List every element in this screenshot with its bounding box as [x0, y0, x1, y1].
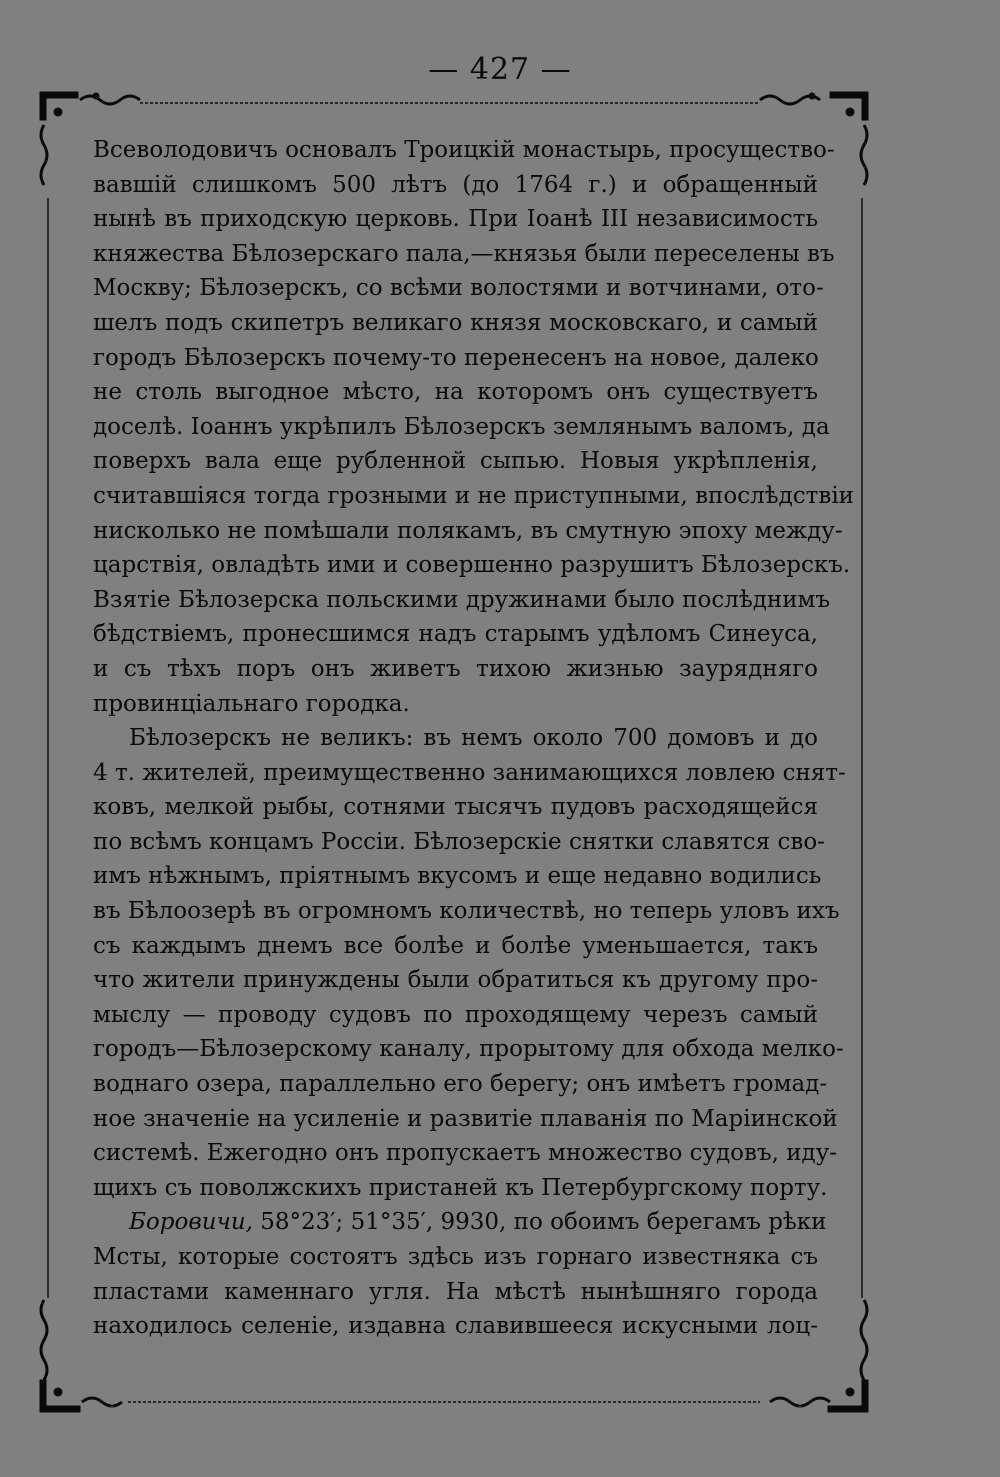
text-line: вавшій слишкомъ 500 лѣтъ (до 1764 г.) и обращенный — [93, 171, 818, 198]
text-line: въ Бѣлоозерѣ въ огромномъ количествѣ, но теперь уловъ ихъ — [93, 898, 840, 925]
text-line: провинціальнаго городка. — [93, 690, 410, 717]
text-line: и съ тѣхъ поръ онъ живетъ тихою жизнью заурядняго — [93, 655, 818, 682]
text-line: Взятіе Бѣлозерска польскими дружинами было послѣднимъ — [93, 586, 831, 613]
text-line: щихъ съ поволжскихъ пристаней къ Петербургскому порту. — [93, 1174, 828, 1201]
text-line: съ каждымъ днемъ все болѣе и болѣе уменьшается, такъ — [93, 932, 818, 959]
text-line: Москву; Бѣлозерскъ, со всѣми волостями и вотчинами, ото- — [93, 275, 824, 302]
text-line: Бѣлозерскъ не великъ: въ немъ около 700 домовъ и до — [129, 725, 818, 752]
text-line: мыслу — проводу судовъ по проходящему черезъ самый — [93, 1001, 818, 1028]
text-line: бѣдствіемъ, пронесшимся надъ старымъ удѣломъ Синеуса, — [93, 621, 818, 648]
text-line: шелъ подъ скипетръ великаго князя московскаго, и самый — [93, 309, 818, 336]
text-line: что жители принуждены были обратиться къ другому про- — [93, 967, 818, 994]
text-line-rest: 58°23′; 51°35′, 9930, по обоимъ берегамъ рѣки — [260, 1209, 827, 1236]
text-line: нынѣ въ приходскую церковь. При Іоанѣ III независимость — [93, 206, 818, 233]
text-line: поверхъ вала еще рубленной сыпью. Новыя укрѣпленія, — [93, 448, 818, 475]
text-line: 4 т. жителей, преимущественно занимающихся ловлею снят- — [93, 759, 846, 786]
text-line: ковъ, мелкой рыбы, сотнями тысячъ пудовъ расходящейся — [93, 794, 818, 821]
text-line: системѣ. Ежегодно онъ пропускаетъ множество судовъ, иду- — [93, 1140, 838, 1167]
body-text — [93, 133, 854, 1344]
text-line: не столь выгодное мѣсто, на которомъ онъ существуетъ — [93, 379, 818, 406]
text-line: по всѣмъ концамъ Россіи. Бѣлозерскіе снятки славятся сво- — [93, 828, 825, 855]
text-line — [93, 1205, 827, 1240]
text-line: ное значеніе на усиленіе и развитіе плаванія по Маріинской — [93, 1105, 838, 1132]
text-line: Мсты, которые состоятъ здѣсь изъ горнаго известняка съ — [93, 1244, 818, 1270]
text-line: воднаго озера, параллельно его берегу; онъ имѣетъ громад- — [93, 1071, 828, 1098]
text-line: Всеволодовичъ основалъ Троицкій монастырь, просущество- — [93, 137, 835, 163]
text-line: находилось селеніе, издавна славившееся искусными лоц- — [93, 1313, 818, 1340]
text-line: считавшіяся тогда грозными и не приступными, впослѣдствіи — [93, 482, 854, 509]
place-name: Боровичи, — [129, 1209, 253, 1236]
text-line: доселѣ. Іоаннъ укрѣпилъ Бѣлозерскъ землянымъ валомъ, да — [93, 413, 830, 440]
page-number: — 427 — — [428, 52, 572, 87]
text-line: пластами каменнаго угля. На мѣстѣ нынѣшняго города — [93, 1278, 818, 1305]
text-line: городъ Бѣлозерскъ почему-то перенесенъ на новое, далеко — [93, 344, 819, 371]
text-line: городъ—Бѣлозерскому каналу, прорытому для обхода мелко- — [93, 1036, 844, 1063]
text-line: царствія, овладѣть ими и совершенно разрушитъ Бѣлозерскъ. — [93, 552, 851, 579]
text-line: княжества Бѣлозерскаго пала,—князья были переселены въ — [93, 240, 835, 267]
text-line: имъ нѣжнымъ, пріятнымъ вкусомъ и еще недавно водились — [93, 863, 822, 890]
text-line: нисколько не помѣшали полякамъ, въ смутную эпоху между- — [93, 517, 843, 544]
